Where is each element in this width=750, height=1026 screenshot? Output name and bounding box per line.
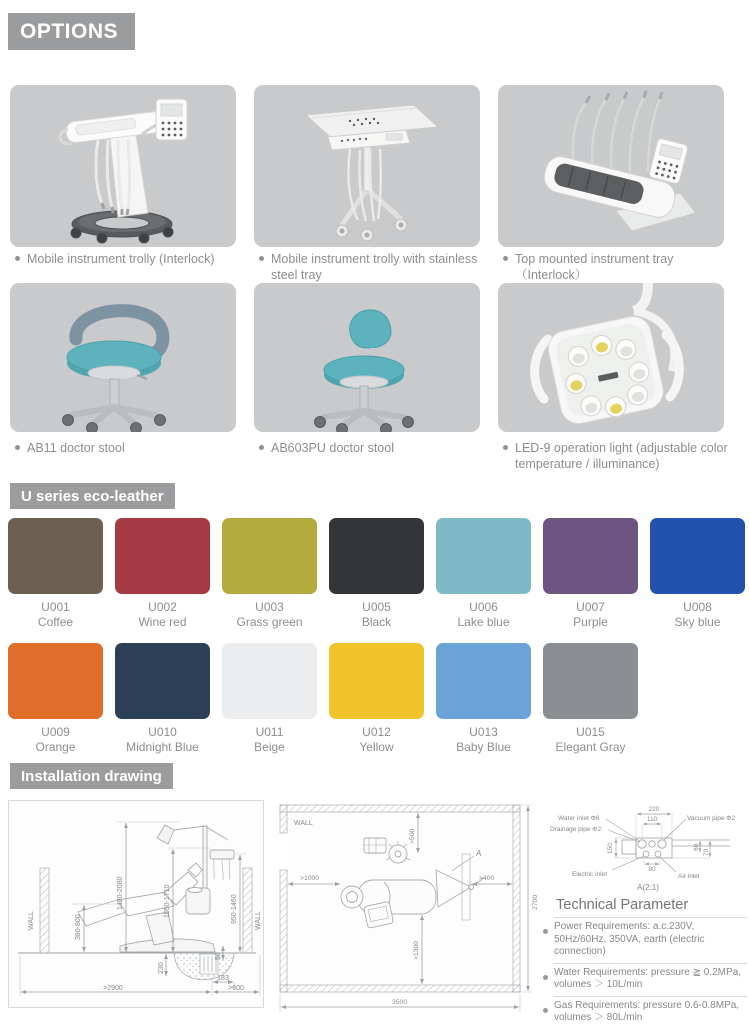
dim-tray-height: 1050-1710 [164, 884, 171, 918]
swatch-code: U001 [41, 600, 70, 614]
u-series-section-header [10, 483, 175, 509]
swatch-color [436, 518, 531, 594]
product-card-top-mounted-tray [498, 85, 724, 247]
right-wall [243, 868, 252, 953]
product-card-mobile-trolly [10, 85, 236, 247]
swatch-name: Beige [254, 740, 285, 754]
ab603pu-stool-illustration [254, 283, 480, 432]
caption-text: Top mounted instrument tray （Interlock） [515, 252, 674, 282]
swatch-u003 [222, 518, 317, 630]
swatch-code: U007 [576, 600, 605, 614]
connection-detail-drawing [548, 800, 748, 895]
swatch-u015 [543, 643, 638, 755]
swatch-color [543, 518, 638, 594]
dim-right-1: 60 [693, 843, 700, 851]
swatch-u013 [436, 643, 531, 755]
swatch-u001 [8, 518, 103, 630]
divider [554, 963, 747, 964]
caption-text: Mobile instrument trolly with stainless steel tray [271, 252, 478, 282]
options-section-header [8, 13, 135, 50]
stainless-tray [306, 105, 438, 137]
swatch-name: Midnight Blue [126, 740, 199, 754]
star-base [324, 411, 404, 425]
bullet-icon [259, 445, 264, 450]
swatch-code: U010 [148, 725, 177, 739]
instrument-tray [210, 850, 234, 859]
tech-item-gas [543, 1000, 747, 1025]
top-mounted-tray-illustration [498, 85, 724, 247]
dim-seat-height: 380-800 [75, 914, 82, 940]
u-series-title: U series eco-leather [21, 487, 164, 505]
caption-text: AB603PU doctor stool [271, 441, 394, 455]
swatch-u007 [543, 518, 638, 630]
wall-label-right: WALL [255, 911, 262, 930]
casters [63, 415, 166, 433]
swatch-color [329, 643, 424, 719]
dim-height: 150 [607, 843, 614, 854]
mobile-trolly-illustration [10, 85, 236, 247]
bullet-icon [543, 975, 548, 980]
caption-led9-light [498, 440, 728, 472]
product-card-ab11-stool [10, 283, 236, 432]
swatch-name: Sky blue [674, 615, 721, 629]
swatch-name: Baby Blue [456, 740, 511, 754]
divider [554, 996, 747, 997]
product-card-ab603pu-stool [254, 283, 480, 432]
headrest [341, 886, 363, 908]
swatch-u009 [8, 643, 103, 755]
swatch-name: Lake blue [457, 615, 510, 629]
dim-bottom: >1300 [413, 940, 420, 960]
dim-pit-width: 183 [217, 975, 229, 982]
chrome-column [360, 386, 368, 410]
swatch-code: U002 [148, 600, 177, 614]
tech-item-text: Power Requirements: a.c.230V, 50Hz/60Hz, 350VA, earth (electric connection) [554, 921, 705, 957]
wall-label: WALL [294, 820, 313, 827]
led9-light-illustration [498, 283, 724, 432]
swatch-color [8, 643, 103, 719]
swatch-code: U008 [683, 600, 712, 614]
swatch-name: Grass green [236, 615, 303, 629]
stool-backrest [350, 310, 391, 348]
delivery-cart [364, 901, 394, 928]
swatch-color [329, 518, 424, 594]
ab11-stool-illustration [10, 283, 236, 432]
label-vacuum-pipe: Vacuum pipe Φ2 [687, 815, 736, 822]
chrome-column [110, 379, 119, 405]
dim-bottom: 80 [648, 866, 656, 873]
dim-right: >400 [479, 875, 495, 882]
dim-right-2: 70 [703, 848, 710, 856]
swatch-color [115, 518, 210, 594]
plan-view-drawing [266, 792, 556, 1026]
dim-width: 220 [648, 806, 660, 813]
swatch-name: Orange [35, 740, 76, 754]
dim-pit-clearance: >600 [228, 985, 244, 992]
swatch-name: Wine red [138, 615, 187, 629]
light-head [545, 313, 666, 428]
caption-trolly-steel-tray [254, 251, 484, 283]
monitor-unit [364, 838, 386, 853]
swatch-code: U012 [362, 725, 391, 739]
label-water-inlet: Water inlet Φ6 [558, 815, 600, 822]
swatch-u011 [222, 643, 317, 755]
bullet-icon [543, 1008, 548, 1013]
swatch-code: U003 [255, 600, 284, 614]
tech-item-text: Gas Requirements: pressure 0.6-0.8MPa, volumes ＞ 80L/min [554, 999, 740, 1023]
installation-section-header [10, 763, 173, 789]
swatch-color [8, 518, 103, 594]
tech-item-water [543, 967, 747, 992]
swatch-u005 [329, 518, 424, 630]
swatch-name: Coffee [37, 615, 74, 629]
technical-parameter-panel [543, 897, 747, 1026]
light-arm [634, 283, 648, 311]
swatch-u010 [115, 643, 210, 755]
caption-mobile-trolly [10, 251, 240, 267]
label-electric-inlet: Electric inlet [572, 871, 608, 878]
cuspidor-bowl [188, 888, 202, 893]
options-title: OPTIONS [20, 19, 119, 43]
dim-room-depth: 2700 [532, 894, 539, 910]
left-wall [40, 868, 49, 953]
swatch-name: Elegant Gray [555, 740, 626, 754]
swatch-color [436, 643, 531, 719]
swatch-name: Black [361, 615, 392, 629]
swatch-code: U009 [41, 725, 70, 739]
caption-ab11-stool [10, 440, 240, 456]
detail-marker-a: A [476, 849, 482, 858]
tech-item-text: Water Requirements: pressure ≧ 0.2MPa, volumes ＞ 10L/min [554, 966, 741, 990]
swatch-color [222, 643, 317, 719]
swatch-name: Yellow [359, 740, 394, 754]
caption-ab603pu-stool [254, 440, 484, 456]
bullet-icon [259, 256, 264, 261]
caption-text: LED-9 operation light (adjustable color temperature / illuminance) [515, 441, 728, 471]
star-base [72, 407, 156, 423]
swatch-u012 [329, 643, 424, 755]
steel-tray-trolly-illustration [254, 85, 480, 247]
swatch-color [222, 518, 317, 594]
dim-floor-step: 50 [215, 952, 222, 960]
detail-title: A(2:1) [637, 883, 659, 892]
dim-pit-depth: 230 [158, 962, 165, 974]
swatch-color [543, 643, 638, 719]
dim-unit-height: 950-1460 [231, 894, 238, 924]
dim-inner-width: 110 [646, 816, 658, 823]
label-air-inlet: Air inlet [678, 873, 700, 880]
caption-text: Mobile instrument trolly (Interlock) [27, 252, 215, 266]
label-drainage-pipe: Drainage pipe Φ2 [550, 826, 602, 833]
bullet-icon [543, 929, 548, 934]
product-card-led9-light [498, 283, 724, 432]
swatch-code: U005 [362, 600, 391, 614]
arm-joint [469, 885, 474, 890]
dim-room-width: 3500 [392, 999, 408, 1006]
dim-total-height: 1420-2080 [117, 876, 124, 910]
swatch-name: Purple [573, 615, 608, 629]
bullet-icon [15, 256, 20, 261]
left-handle [535, 339, 548, 399]
tech-item-power [543, 921, 747, 959]
swatch-code: U006 [469, 600, 498, 614]
side-elevation-drawing [8, 800, 264, 1010]
swatch-u002 [115, 518, 210, 630]
swatch-code: U013 [469, 725, 498, 739]
tray-keypad [649, 138, 689, 184]
divider [554, 917, 747, 918]
bullet-icon [503, 256, 508, 261]
wall-label-left: WALL [28, 911, 35, 930]
dim-room-width: >2900 [103, 985, 123, 992]
swatch-u008 [650, 518, 745, 630]
swatch-code: U011 [255, 725, 284, 739]
connection-plate [622, 838, 730, 858]
swatch-color [650, 518, 745, 594]
bullet-icon [503, 445, 508, 450]
bullet-icon [15, 445, 20, 450]
installation-title: Installation drawing [21, 767, 162, 785]
pipe-lines [672, 840, 730, 846]
swatch-u006 [436, 518, 531, 630]
swatch-color [115, 643, 210, 719]
light-pole [203, 826, 207, 888]
product-card-trolly-steel-tray [254, 85, 480, 247]
dim-top: >500 [409, 828, 416, 844]
swatch-code: U015 [576, 725, 605, 739]
caption-text: AB11 doctor stool [27, 441, 125, 455]
caption-top-mounted-tray [498, 251, 728, 283]
tech-title: Technical Parameter [556, 897, 689, 913]
seat-underside [88, 366, 140, 380]
dim-left: >1000 [300, 875, 320, 882]
